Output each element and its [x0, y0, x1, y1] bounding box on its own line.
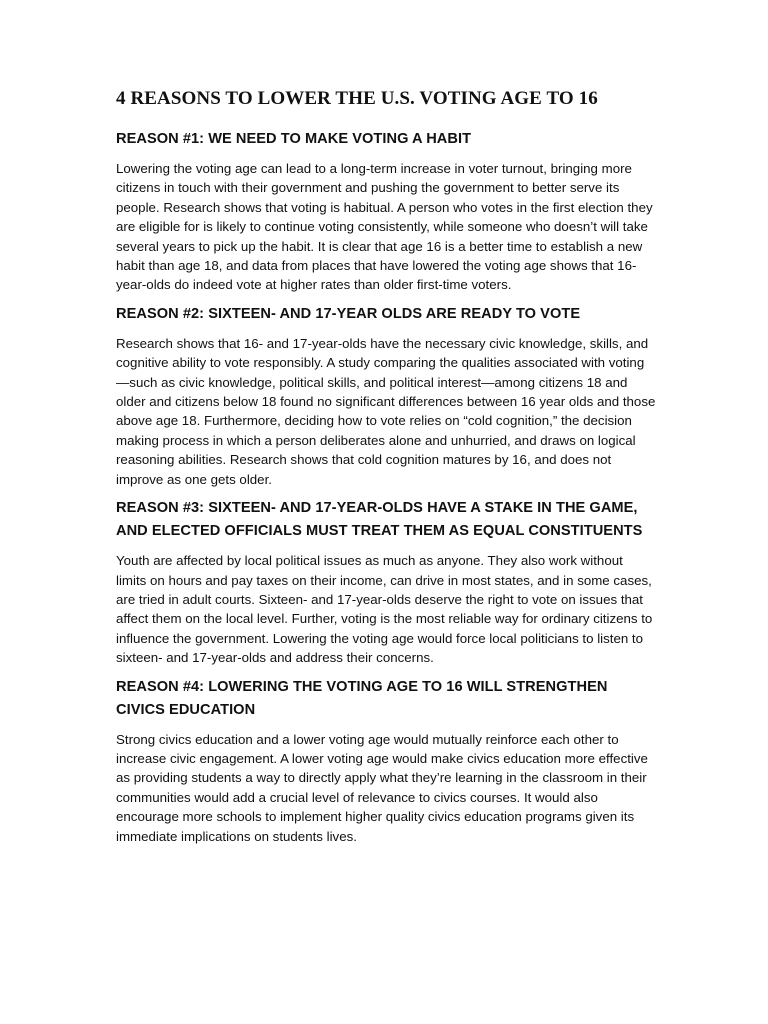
section-body: Lowering the voting age can lead to a long-term increase in voter turnout, bringing more citizens in touch with their government and pushing the government to better serve its people. Research shows that voting is habitual. A person who votes in the first election they are eligible for is likely to continue voting consistently, while someone who doesn’t will take several years to pick up the habit. It is clear that age 16 is a better time to establish a new habit than age 18, and data from places that have lowered the voting age shows that 16-year-olds do indeed vote at higher rates than older first-time voters. — [116, 161, 653, 293]
section-reason-3 — [116, 497, 656, 667]
section-reason-1 — [116, 128, 656, 295]
section-heading: REASON #2: SIXTEEN- AND 17-YEAR OLDS ARE READY TO VOTE — [116, 305, 581, 322]
section-reason-2 — [116, 303, 656, 489]
document-page — [116, 86, 656, 854]
section-body: Youth are affected by local political issues as much as anyone. They also work without limits on hours and pay taxes on their income, can drive in most states, and in some cases, are tried in adult courts. Sixteen- and 17-year-olds deserve the right to vote on issues that affect them on the local level. Further, voting is the most reliable way for ordinary citizens to influence the government. Lowering the voting age would force local politicians to listen to sixteen- and 17-year-olds and address their concerns. — [116, 553, 653, 666]
section-body: Research shows that 16- and 17-year-olds have the necessary civic knowledge, skills, and cognitive ability to vote responsibly. A study comparing the qualities associated with voting—such as civic knowledge, political skills, and political interest—among citizens 18 and older and citizens below 18 found no significant differences between 16 year olds and those above age 18. Furthermore, deciding how to vote relies on “cold cognition,” the decision making process in which a person deliberates alone and unhurried, and draws on logical reasoning abilities. Research shows that cold cognition matures by 16, and does not improve as one gets older. — [116, 335, 656, 487]
document-title: 4 REASONS TO LOWER THE U.S. VOTING AGE TO 16 — [116, 88, 598, 109]
section-heading: REASON #3: SIXTEEN- AND 17-YEAR-OLDS HAVE A STAKE IN THE GAME, AND ELECTED OFFICIALS MUST TREAT THEM AS EQUAL CONSTITUENTS — [116, 500, 643, 540]
section-heading: REASON #1: WE NEED TO MAKE VOTING A HABIT — [116, 131, 472, 147]
section-reason-4 — [116, 676, 656, 846]
section-body: Strong civics education and a lower voting age would mutually reinforce each other to increase civic engagement. A lower voting age would make civics education more effective as providing students a way to directly apply what they’re learning in the classroom in their communities would add a crucial level of relevance to civics courses. It would also encourage more schools to implement higher quality civics education programs given its immediate implications on students lives. — [116, 731, 648, 844]
section-heading: REASON #4: LOWERING THE VOTING AGE TO 16 WILL STRENGTHEN CIVICS EDUCATION — [116, 678, 608, 718]
